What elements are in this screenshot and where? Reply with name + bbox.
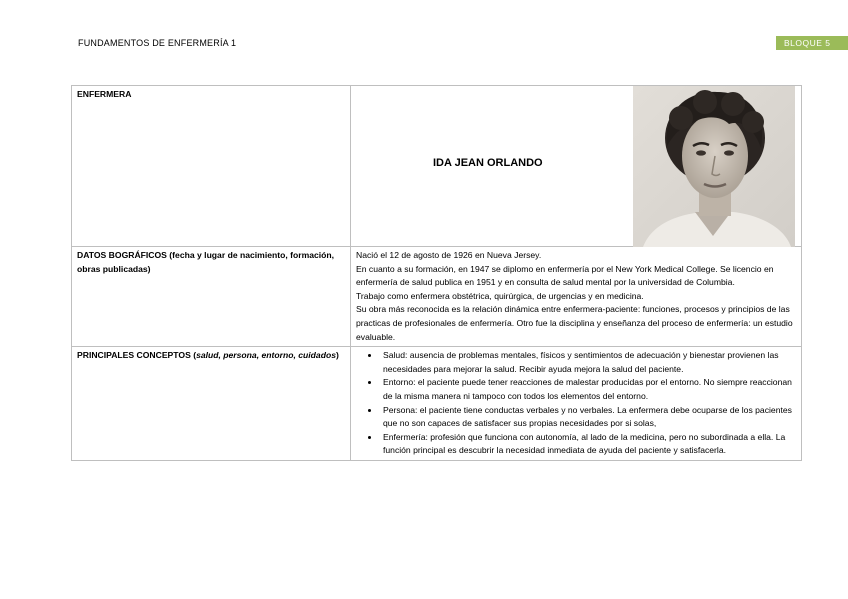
concepts-label-bold: PRINCIPALES CONCEPTOS [77, 350, 191, 361]
bio-line: Nació el 12 de agosto de 1926 en Nueva Jersey. [356, 250, 542, 260]
portrait-photo-icon [633, 86, 795, 247]
concept-item: • Persona: el paciente tiene conductas verbales y no verbales. La enfermera debe ocuparse de los pacientes que no son capaces de satisfacer sus propias necesidades por si solas, [380, 404, 796, 431]
bio-line: Trabajo como enfermera obstétrica, quirúrgica, de urgencias y en medicina. [356, 290, 644, 301]
concepts-label [72, 347, 351, 461]
concepts-list [356, 349, 796, 458]
concept-item: • Enfermería: profesión que funciona con autonomía, al lado de la medicina, pero no subordinada a ella. La función principal es descubrir la necesidad inmediata de ayuda del paciente y satisfacerla. [380, 431, 796, 458]
bio-line: En cuanto a su formación, en 1947 se diplomo en enfermería por el New York Medical College. Se licencio en enfermería de salud publica en 1951 y en consulta de salud mental por la universidad de Columbia. [356, 263, 774, 288]
bio-row [72, 247, 802, 347]
nurse-label: ENFERMERA [72, 86, 351, 247]
concepts-label-close: ) [335, 350, 339, 361]
concepts-row [72, 347, 802, 461]
header-title: FUNDAMENTOS DE ENFERMERÍA 1 [78, 38, 237, 48]
concept-item: • Salud: ausencia de problemas mentales, físicos y sentimientos de adecuación y bienestar provienen las necesidades para mejorar la salud. Recibir ayuda mejora la salud del paciente. [380, 349, 796, 376]
bio-label-bold: DATOS BOGRÁFICOS [77, 250, 167, 260]
bio-content [351, 247, 802, 347]
bio-label-rest: (fecha y lugar de nacimiento, formación, obras publicadas) [77, 250, 335, 274]
nurse-profile-table [71, 85, 802, 461]
bio-label [72, 247, 351, 347]
bio-line: Su obra más reconocida es la relación dinámica entre enfermera-paciente: funciones, procesos y principios de las practicas de profesionales de enfermería. Otro fue la disciplina y enseñanza del proceso de enfermería: un estudio evaluable. [356, 304, 793, 342]
concepts-label-italic: salud, persona, entorno, cuidados [196, 350, 336, 361]
concepts-label-open: ( [190, 350, 197, 361]
nurse-name: IDA JEAN ORLANDO [433, 157, 543, 169]
block-badge: BLOQUE 5 [776, 36, 848, 50]
nurse-row [72, 86, 802, 247]
concept-item: • Entorno: el paciente puede tener reacciones de malestar producidas por el entorno. No siempre reaccionan de la misma manera ni tampoco con todos los elementos del entorno. [380, 376, 796, 403]
concepts-content [351, 347, 802, 461]
nurse-cell [351, 86, 802, 247]
